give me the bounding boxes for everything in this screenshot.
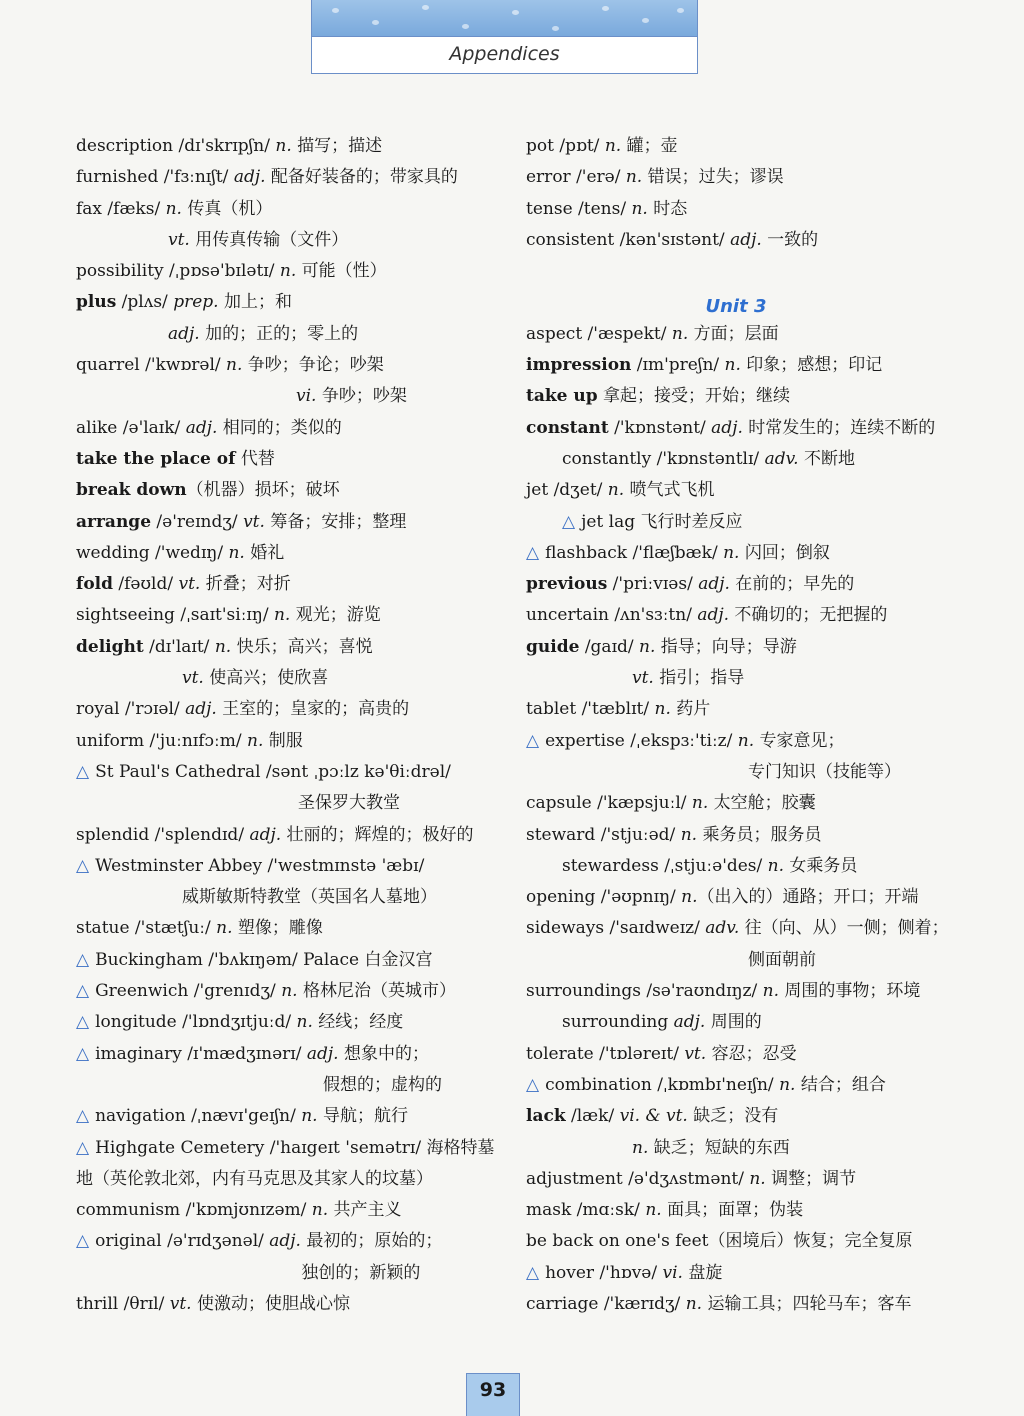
triangle-icon: △ (526, 1262, 540, 1283)
glossary-entry: △ jet lag 飞行时差反应 (562, 511, 743, 532)
glossary-entry: mask /mɑːsk/ n. 面具；面罩；伪装 (526, 1200, 804, 1221)
glossary-entry: arrange /ə'reɪndʒ/ vt. 筹备；安排；整理 (76, 511, 407, 532)
glossary-entry: furnished /'fɜːnɪʃt/ adj. 配备好装备的；带家具的 (76, 167, 458, 188)
glossary-entry: steward /'stjuːəd/ n. 乘务员；服务员 (526, 824, 822, 845)
glossary-entry: constant /'kɒnstənt/ adj. 时常发生的；连续不断的 (526, 417, 936, 438)
glossary-entry: fax /fæks/ n. 传真（机） (76, 198, 273, 219)
glossary-entry: △ Greenwich /'grenɪdʒ/ n. 格林尼治（英城市） (76, 981, 456, 1002)
glossary-entry: adjustment /ə'dʒʌstmənt/ n. 调整；调节 (526, 1168, 857, 1189)
glossary-entry: vt. 用传真传输（文件） (168, 229, 349, 250)
unit-heading: Unit 3 (705, 296, 767, 318)
triangle-icon: △ (76, 761, 90, 782)
glossary-entry: adj. 加的；正的；零上的 (168, 323, 359, 344)
glossary-entry: 地（英伦敦北郊，内有马克思及其家人的坟墓） (76, 1168, 433, 1189)
glossary-entry: aspect /'æspekt/ n. 方面；层面 (526, 323, 779, 344)
glossary-entry: stewardess /ˌstjuːə'des/ n. 女乘务员 (562, 855, 858, 876)
triangle-icon: △ (76, 1012, 90, 1033)
glossary-entry: 侧面朝前 (748, 949, 816, 970)
glossary-entry: be back on one's feet（困境后）恢复；完全复原 (526, 1231, 913, 1252)
glossary-entry: wedding /'wedɪŋ/ n. 婚礼 (76, 542, 285, 563)
glossary-entry: royal /'rɔɪəl/ adj. 王室的；皇家的；高贵的 (76, 699, 410, 720)
glossary-entry: 圣保罗大教堂 (298, 793, 400, 814)
triangle-icon: △ (76, 981, 90, 1002)
glossary-entry: thrill /θrɪl/ vt. 使激动；使胆战心惊 (76, 1293, 350, 1314)
glossary-entry: 独创的；新颖的 (296, 1262, 421, 1283)
triangle-icon: △ (76, 855, 90, 876)
glossary-entry: surrounding adj. 周围的 (562, 1012, 762, 1033)
glossary-entry: error /'erə/ n. 错误；过失；谬误 (526, 167, 784, 188)
glossary-entry: consistent /kən'sɪstənt/ adj. 一致的 (526, 229, 819, 250)
glossary-entry: carriage /'kærɪdʒ/ n. 运输工具；四轮马车；客车 (526, 1293, 912, 1314)
glossary-entry: constantly /'kɒnstəntlɪ/ adv. 不断地 (562, 448, 855, 469)
glossary-entry: impression /ɪm'preʃn/ n. 印象；感想；印记 (526, 355, 883, 376)
right-column (526, 131, 949, 1320)
triangle-icon: △ (526, 730, 540, 751)
glossary-entry: splendid /'splendɪd/ adj. 壮丽的；辉煌的；极好的 (76, 824, 474, 845)
glossary-entry: previous /'priːvɪəs/ adj. 在前的；早先的 (526, 574, 855, 595)
section-header (311, 0, 698, 74)
glossary-entry: guide /gaɪd/ n. 指导；向导；导游 (526, 636, 797, 657)
glossary-entry: alike /ə'laɪk/ adj. 相同的；类似的 (76, 417, 342, 438)
glossary-entry: fold /fəʊld/ vt. 折叠；对折 (76, 574, 291, 595)
glossary-entry: △ hover /'hɒvə/ vi. 盘旋 (526, 1262, 723, 1283)
glossary-entry: statue /'stætʃuː/ n. 塑像；雕像 (76, 918, 323, 939)
glossary-entry: jet /dʒet/ n. 喷气式飞机 (526, 480, 715, 501)
glossary-entry: △ expertise /ˌekspɜː'tiːz/ n. 专家意见； (526, 730, 845, 751)
glossary-entry: capsule /'kæpsjuːl/ n. 太空舱；胶囊 (526, 793, 816, 814)
glossary-entry: △ longitude /'lɒndʒɪtjuːd/ n. 经线；经度 (76, 1012, 404, 1033)
glossary-entry: 专门知识（技能等） (748, 761, 901, 782)
glossary-entry: vt. 使高兴；使欣喜 (182, 668, 329, 689)
triangle-icon: △ (76, 1106, 90, 1127)
glossary-entry: sideways /'saɪdweɪz/ adv. 往（向、从）一侧；侧着； (526, 918, 949, 939)
glossary-entry: △ flashback /'flæʃbæk/ n. 闪回；倒叙 (526, 542, 830, 563)
glossary-entry: tense /tens/ n. 时态 (526, 198, 688, 219)
glossary-entry: take the place of 代替 (76, 448, 275, 469)
glossary-entry: delight /dɪ'laɪt/ n. 快乐；高兴；喜悦 (76, 636, 373, 657)
glossary-entry: △ St Paul's Cathedral /sənt ˌpɔːlz kə'θiːdrəl/ (76, 761, 451, 782)
glossary-entry: tablet /'tæblɪt/ n. 药片 (526, 699, 711, 720)
triangle-icon: △ (526, 1074, 540, 1095)
glossary-entry: vt. 指引；指导 (632, 668, 745, 689)
triangle-icon: △ (76, 1043, 90, 1064)
header-title: Appendices (449, 43, 560, 65)
glossary-entry: △ original /ə'rɪdʒənəl/ adj. 最初的；原始的； (76, 1231, 443, 1252)
glossary-entry: pot /pɒt/ n. 罐；壶 (526, 136, 678, 156)
glossary-entry: lack /læk/ vi. & vt. 缺乏；没有 (526, 1106, 779, 1127)
glossary-entry: uncertain /ʌn'sɜːtn/ adj. 不确切的；无把握的 (526, 605, 888, 626)
glossary-entry: communism /'kɒmjʊnɪzəm/ n. 共产主义 (76, 1200, 402, 1221)
glossary-entry: quarrel /'kwɒrəl/ n. 争吵；争论；吵架 (76, 355, 384, 376)
glossary-entry: 威斯敏斯特教堂（英国名人墓地） (182, 887, 437, 908)
glossary-entry: △ imaginary /ɪ'mædʒɪnərɪ/ adj. 想象中的； (76, 1043, 429, 1064)
triangle-icon: △ (76, 1137, 90, 1158)
glossary-entry: possibility /ˌpɒsə'bɪlətɪ/ n. 可能（性） (76, 261, 387, 282)
triangle-icon: △ (76, 1231, 90, 1252)
page-number: 93 (466, 1373, 520, 1416)
glossary-entry: △ Westminster Abbey /'westmɪnstə 'æbɪ/ (76, 855, 425, 876)
glossary-entry: break down（机器）损坏；破坏 (76, 480, 340, 501)
glossary-entry: description /dɪ'skrɪpʃn/ n. 描写；描述 (76, 136, 383, 156)
glossary-entry: tolerate /'tɒləreɪt/ vt. 容忍；忍受 (526, 1043, 797, 1064)
triangle-icon: △ (526, 542, 540, 563)
glossary-entry: △ Highgate Cemetery /'haɪgeɪt 'semətrɪ/ 海格特墓 (76, 1137, 495, 1158)
glossary-entry: 假想的；虚构的 (296, 1074, 443, 1095)
glossary-entry: vi. 争吵；吵架 (296, 386, 407, 407)
left-column (76, 131, 496, 1320)
triangle-icon: △ (562, 511, 576, 532)
glossary-entry: sightseeing /ˌsaɪt'siːɪŋ/ n. 观光；游览 (76, 605, 381, 626)
triangle-icon: △ (76, 949, 90, 970)
glossary-entry: opening /'əʊpnɪŋ/ n.（出入的）通路；开口；开端 (526, 887, 919, 908)
glossary-entry: n. 缺乏；短缺的东西 (632, 1137, 790, 1158)
glossary-entry: △ Buckingham /'bʌkɪŋəm/ Palace 白金汉宫 (76, 949, 433, 970)
glossary-entry (526, 256, 946, 287)
header-band (312, 0, 697, 37)
glossary-entry: uniform /'juːnɪfɔːm/ n. 制服 (76, 730, 303, 751)
glossary-entry: surroundings /sə'raʊndɪŋz/ n. 周围的事物；环境 (526, 981, 921, 1002)
glossary-entry: plus /plʌs/ prep. 加上；和 (76, 292, 292, 313)
glossary-entry: △ combination /ˌkɒmbɪ'neɪʃn/ n. 结合；组合 (526, 1074, 886, 1095)
glossary-entry: take up 拿起；接受；开始；继续 (526, 386, 791, 407)
glossary-entry: △ navigation /ˌnævɪ'geɪʃn/ n. 导航；航行 (76, 1106, 408, 1127)
